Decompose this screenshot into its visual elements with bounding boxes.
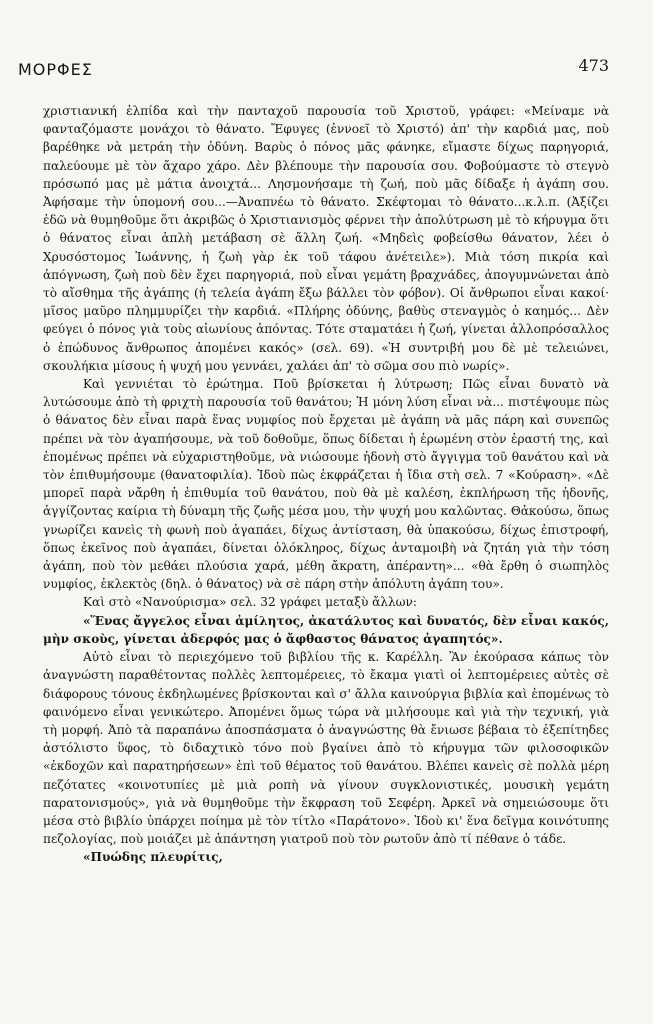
paragraph: Καὶ γεννιέται τὸ ἐρώτημα. Ποῦ βρίσκεται ἡ λύτρωση; Πῶς εἶναι δυνατὸ νὰ λυτώσουμε ἀπὸ τὴ φριχτὴ παρουσία τοῦ θανάτου; Ἡ μόνη λύση εἶναι νὰ... πιστέψουμε πὼς ὁ θάνατος δὲν εἶναι παρὰ ἕνας νυμφίος ποὺ ἔρχεται μὲ ἀγάπη νὰ μᾶς πάρη καὶ συνεπῶς πρέπει νὰ τὸν ἀγαπήσουμε, νὰ τοῦ δοθοῦμε, ὅπως δίδεται ἡ ἐρωμένη στὸν ἐραστή της, καὶ ἑπομένως πρέπει νὰ εὐχαριστηθοῦμε, νὰ νιώσουμε ἡδονὴ στὸ ἄγγιγμα τοῦ θανάτου καὶ νὰ τὸν ἐπιθυμήσουμε (θανατοφιλία). Ἰδοὺ πὼς ἐκφράζεται ἡ ἴδια στὴ σελ. 7 «Κούραση». «Δὲ μπορεῖ παρὰ νἄρθη ἡ ἐπιθυμία τοῦ θανάτου, ποὺ θὰ μὲ καλέση, ἐκπλήρωση τῆς ἡδονῆς, ἀγγίζοντας καίρια τὴ δύναμη τῆς ζωῆς μέσα μου, τὴν ψυχή μου καλῶντας. Θἀκούσω, ὅπως γνωρίζει κανεὶς τὴ φωνὴ ποὺ ἀγαπάει, δίχως ἀντίσταση, θὰ ὑπακούσω, δίχως ἐπιστροφή, ὅπως ἐκεῖνος ποὺ ἀγαπάει, δίνεται ὁλόκληρος, δίχως ἀνταμοιβὴ νὰ ζητάη γιὰ τὴν τόση ἀγάπη, ποὺ τὸν μεθάει πλούσια χαρά, μέθη ἄκρατη, ἀπέραντη»... «θὰ ἔρθη ὁ σιωπηλὸς νυμφίος, ἐκλεκτὸς (δηλ. ὁ θάνατος) νὰ σὲ πάρη στὴν ἀπόλυτη ἀγάπη του». [43,377,609,592]
page-number: 473 [578,56,609,75]
body-text [43,102,609,867]
quote-paragraph: «Ἕνας ἄγγελος εἶναι ἀμίλητος, ἀκατάλυτος καὶ δυνατός, δὲν εἶναι κακός, μὴν σκοὺς, γίνεται ἀδερφός μας ὁ ἄφθαστος θάνατος ἀγαπητός». [43,613,609,646]
running-header-title: ΜΟΡΦΕΣ [18,60,93,79]
quote-paragraph: «Πυώδης πλευρίτις, [83,850,223,865]
paragraph: Αὐτὸ εἶναι τὸ περιεχόμενο τοῦ βιβλίου τῆς κ. Καρέλλη. Ἂν ἐκούρασα κάπως τὸν ἀναγνώστη παραθέτοντας πολλὲς λεπτομέρειες, τὸ ἔκαμα γιατὶ οἱ λεπτομέρειες αὐτὲς σὲ διάφορους τόνους ἐκδηλωμένες βρίσκονται καὶ σ' ἄλλα καινούργια βιβλία καὶ ἑπομένως τὸ φαινόμενο εἶναι γενικώτερο. Ἀπομένει ὅμως τώρα νὰ μιλήσουμε καὶ γιὰ τὴν τεχνική, γιὰ τὴ μορφή. Ἀπὸ τὰ παραπάνω ἀποσπάσματα ὁ ἀναγνώστης θὰ ἔνιωσε βέβαια τὸ ἐξεπίτηδες ἀστόλιστο ὕφος, τὸ διδαχτικὸ τόνο ποὺ βγαίνει ἀπὸ τὸ κήρυγμα τῶν φιλοσοφικῶν «ἐκδοχῶν καὶ παρατηρήσεων» ἐπὶ τοῦ θέματος τοῦ θανάτου. Βλέπει κανεὶς σὲ πολλὰ μέρη πεζότατες «κοινοτυπίες μὲ μιὰ ροπὴ νὰ γίνουν συγκλονιστικές, μουσικὴ γεμάτη παρατονισμούς», γιὰ νὰ θυμηθοῦμε τὴν ἔκφραση τοῦ Σεφέρη. Ἀρκεῖ νὰ σημειώσουμε ὅτι μέσα στὸ βιβλίο ὑπάρχει ποίημα μὲ τὸν τίτλο «Παράτονο». Ἰδοὺ κι' ἕνα δεῖγμα κοινότυπης πεζολογίας, ποὺ μοιάζει μὲ ἀπάντηση γιατροῦ ποὺ τὸν ρωτοῦν ἀπὸ τί πέθανε ὁ τάδε. [43,650,609,847]
paragraph: Καὶ στὸ «Νανούρισμα» σελ. 32 γράφει μεταξὺ ἄλλων: [83,595,417,610]
paragraph: χριστιανική ἐλπίδα καὶ τὴν πανταχοῦ παρουσία τοῦ Χριστοῦ, γράφει: «Μείναμε νὰ φανταζόμαστε μονάχοι τὸ θάνατο. Ἔφυγες (ἐννοεῖ τὸ Χριστό) ἀπ' τὴν καρδιά μας, ποὺ βαρέθηκε νὰ μετράη τὴν ὀδύνη. Βαρὺς ὁ πόνος μᾶς φάνηκε, εἴμαστε δίχως παρηγοριά, παλεύουμε μὲ τὸν ἄχαρο χάρο. Δὲν βλέπουμε τὴν παρουσία σου. Φοβούμαστε τὸ στεγνὸ πρόσωπό μας μὲ μάτια ἀνοιχτά... Λησμονήσαμε τὴ ζωή, ποὺ μᾶς δίδαξε ἡ ἀγάπη σου. Ἀφήσαμε τὴν ὑπομονή σου...—Ἀναπνέω τὸ θάνατο. Σκέφτομαι τὸ θάνατο...κ.λ.π. (Ἀξίζει ἐδῶ νὰ θυμηθοῦμε ὅτι ἀκριβῶς ὁ Χριστιανισμὸς φέρνει τὴν ἀπολύτρωση μὲ τὸ κήρυγμα ὅτι ὁ θάνατος εἶναι ἁπλὴ μετάβαση σὲ ἄλλη ζωή. «Μηδεὶς φοβείσθω θάνατον, λέει ὁ Χρυσόστομος Ἰωάννης, ἡ ζωὴ γὰρ ἐκ τοῦ τάφου ἀνέτειλε»). Μιὰ τόση πικρία καὶ ἀπόγνωση, ζωὴ ποὺ δὲν ἔχει παρηγοριά, ποὺ εἶναι γεμάτη βραχνάδες, ἀπογυμνώνεται ἀπὸ τὸ αἴσθημα τῆς ἀγάπης (ἡ τελεία ἀγάπη ἔξω βάλλει τὸν φόβον). Οἱ ἄνθρωποι εἶναι κακοί· μῖσος μαῦρο πλημμυρίζει τὴν καρδιά. «Πλήρης ὀδύνης, βαθὺς στεναγμὸς ὁ καημός... Δὲν φεύγει ὁ πόνος γιὰ τοὺς αἰωνίους ἀπόντας. Τότε σταματάει ἡ ζωή, γίνεται ἀλλοπρόσαλλος ὁ ἐπώδυνος ἄνθρωπος ἀπομένει κακός» (σελ. 69). «Ἡ συντριβή μου δὲ μὲ τελειώνει, σκουλήκια μίσους ἡ ψυχή μου γεννάει, χαλάει ἀπ' τὸ σῶμα σου πιὸ νωρίς». [43,104,609,373]
